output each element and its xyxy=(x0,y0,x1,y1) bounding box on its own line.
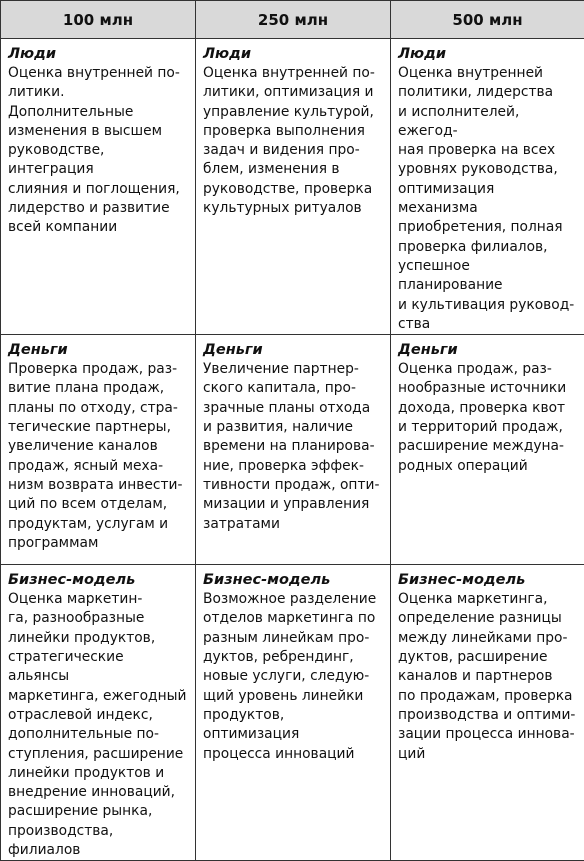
table-cell xyxy=(1,565,196,861)
category-label: Люди xyxy=(8,44,189,64)
category-label: Деньги xyxy=(398,340,578,360)
table-cell xyxy=(196,39,391,335)
table-cell xyxy=(391,335,584,565)
cell-text: Оценка внутренней политики, лидерства и исполнителей, ежегод- ная проверка на всех уровнях руководства, оптимизация механизма приобретения, полная проверка филиалов, успешное планирование и культивация руковод- ства xyxy=(398,64,578,334)
column-header-250: 250 млн xyxy=(196,1,391,39)
table-row-business-model xyxy=(1,565,584,861)
table-row-money xyxy=(1,335,584,565)
column-header-500: 500 млн xyxy=(391,1,584,39)
table-cell xyxy=(196,565,391,861)
table-cell xyxy=(196,335,391,565)
cell-text: Увеличение партнер- ского капитала, про- зрачные планы отхода и развития, наличие времени на планирова- ние, проверка эффек- тивности продаж, опти- мизации и управления затратами xyxy=(203,360,384,534)
category-label: Бизнес-модель xyxy=(203,570,384,590)
category-label: Деньги xyxy=(8,340,189,360)
table-cell xyxy=(391,39,584,335)
cell-text: Оценка маркетин- га, разнообразные линейки продуктов, стратегические альянсы маркетинга, ежегодный отраслевой индекс, дополнительные по- ступления, расширение линейки продуктов и внедрение инноваций, расширение рынка, производства, филиалов xyxy=(8,590,189,860)
category-label: Деньги xyxy=(203,340,384,360)
cell-text: Оценка внутренней по- литики, оптимизация и управление культурой, проверка выполнения задач и видения про- блем, изменения в руководстве, проверка культурных ритуалов xyxy=(203,64,384,218)
table-cell xyxy=(1,39,196,335)
cell-text: Оценка маркетинга, определение разницы между линейками про- дуктов, расширение каналов и партнеров по продажам, проверка производства и оптими- зации процесса иннова- ций xyxy=(398,590,578,764)
category-label: Бизнес-модель xyxy=(398,570,578,590)
column-header-100: 100 млн xyxy=(1,1,196,39)
table-cell xyxy=(1,335,196,565)
table-row-people xyxy=(1,39,584,335)
table-cell xyxy=(391,565,584,861)
category-label: Бизнес-модель xyxy=(8,570,189,590)
cell-text: Оценка продаж, раз- нообразные источники дохода, проверка квот и территорий продаж, расширение междуна- родных операций xyxy=(398,360,578,476)
category-label: Люди xyxy=(203,44,384,64)
category-label: Люди xyxy=(398,44,578,64)
cell-text: Проверка продаж, раз- витие плана продаж, планы по отходу, стра- тегические партнеры, увеличение каналов продаж, ясный меха- низм возврата инвести- ций по всем отделам, продуктам, услугам и программам xyxy=(8,360,189,553)
cell-text: Оценка внутренней по- литики. Дополнительные изменения в высшем руководстве, интеграция слияния и поглощения, лидерство и развитие всей компании xyxy=(8,64,189,238)
header-row xyxy=(1,1,584,39)
cell-text: Возможное разделение отделов маркетинга по разным линейкам про- дуктов, ребрендинг, новые услуги, следую- щий уровень линейки продуктов, оптимизация процесса инноваций xyxy=(203,590,384,764)
